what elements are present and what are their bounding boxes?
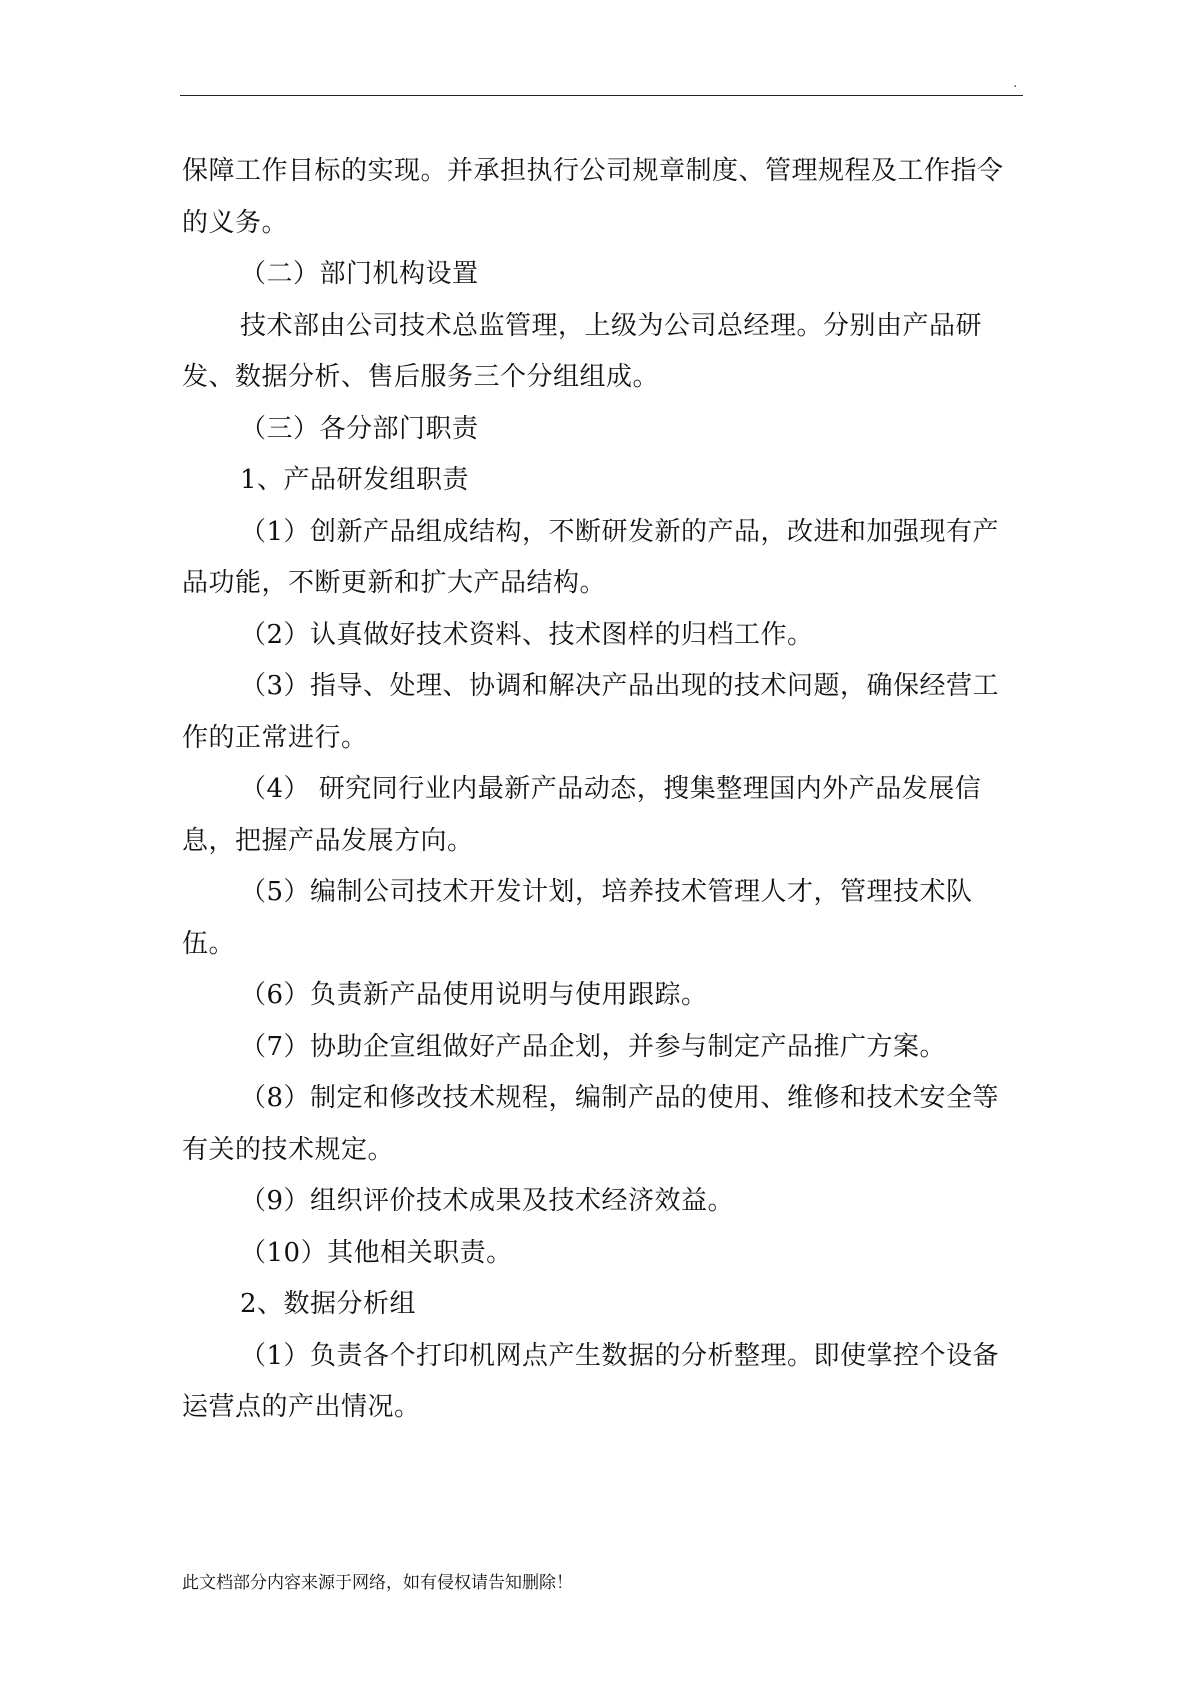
list-item: （1）负责各个打印机网点产生数据的分析整理。即使掌控个设备运营点的产出情况。 <box>182 1340 1000 1422</box>
subsection-heading: 2、数据分析组 <box>240 1289 417 1319</box>
section-heading: （三）各分部门职责 <box>240 413 479 444</box>
list-item: （10）其他相关职责。 <box>240 1237 513 1268</box>
list-item: （7）协助企宣组做好产品企划，并参与制定产品推广方案。 <box>240 1031 947 1062</box>
subsection-heading: 1、产品研发组职责 <box>240 465 470 495</box>
list-item: （6）负责新产品使用说明与使用跟踪。 <box>240 980 708 1010</box>
list-item: （9）组织评价技术成果及技术经济效益。 <box>240 1186 735 1216</box>
section-heading: （二）部门机构设置 <box>240 259 479 289</box>
paragraph: 技术部由公司技术总监管理，上级为公司总经理。分别由产品研发、数据分析、售后服务三个分组组成。 <box>182 310 983 392</box>
paragraph: 保障工作目标的实现。并承担执行公司规章制度、管理规程及工作指令的义务。 <box>182 156 1004 238</box>
list-item: （4） 研究同行业内最新产品动态，搜集整理国内外产品发展信息，把握产品发展方向。 <box>182 774 982 856</box>
list-item: （8）制定和修改技术规程，编制产品的使用、维修和技术安全等有关的技术规定。 <box>182 1083 1000 1165</box>
list-item: （2）认真做好技术资料、技术图样的归档工作。 <box>240 619 814 650</box>
list-item: （1）创新产品组成结构，不断研发新的产品，改进和加强现有产品功能，不断更新和扩大产品结构。 <box>182 516 1000 598</box>
list-item: （5）编制公司技术开发计划，培养技术管理人才，管理技术队伍。 <box>182 877 973 959</box>
document-body <box>182 146 1022 1434</box>
header-rule <box>180 95 1023 96</box>
footer-disclaimer: 此文档部分内容来源于网络，如有侵权请告知删除！ <box>182 1573 573 1593</box>
list-item: （3）指导、处理、协调和解决产品出现的技术问题，确保经营工作的正常进行。 <box>182 671 1000 753</box>
header-mark: . <box>1013 75 1018 91</box>
